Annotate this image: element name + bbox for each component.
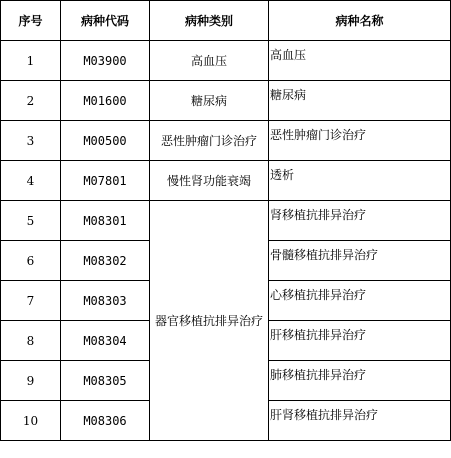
header-row xyxy=(1,1,451,41)
table-row xyxy=(1,201,451,241)
row-seq: 5 xyxy=(1,201,61,241)
row-name: 高血压 xyxy=(269,41,451,81)
row-name: 心移植抗排异治疗 xyxy=(269,281,451,321)
row-code: M07801 xyxy=(61,161,150,201)
row-seq: 7 xyxy=(1,281,61,321)
table-row xyxy=(1,121,451,161)
row-category: 高血压 xyxy=(150,41,269,81)
header-code: 病种代码 xyxy=(61,1,150,41)
row-seq: 1 xyxy=(1,41,61,81)
row-category: 恶性肿瘤门诊治疗 xyxy=(150,121,269,161)
header-category: 病种类别 xyxy=(150,1,269,41)
row-seq: 4 xyxy=(1,161,61,201)
row-seq: 9 xyxy=(1,361,61,401)
header-name: 病种名称 xyxy=(269,1,451,41)
row-seq: 8 xyxy=(1,321,61,361)
row-code: M08303 xyxy=(61,281,150,321)
row-code: M01600 xyxy=(61,81,150,121)
row-name: 肝移植抗排异治疗 xyxy=(269,321,451,361)
table-row xyxy=(1,41,451,81)
row-name: 糖尿病 xyxy=(269,81,451,121)
row-seq: 6 xyxy=(1,241,61,281)
row-name: 透析 xyxy=(269,161,451,201)
row-category-merged: 器官移植抗排异治疗 xyxy=(150,201,269,441)
header-seq: 序号 xyxy=(1,1,61,41)
row-code: M03900 xyxy=(61,41,150,81)
row-category: 糖尿病 xyxy=(150,81,269,121)
row-code: M08302 xyxy=(61,241,150,281)
row-name: 肾移植抗排异治疗 xyxy=(269,201,451,241)
row-seq: 3 xyxy=(1,121,61,161)
row-code: M08301 xyxy=(61,201,150,241)
row-name: 骨髓移植抗排异治疗 xyxy=(269,241,451,281)
row-code: M08304 xyxy=(61,321,150,361)
row-code: M08305 xyxy=(61,361,150,401)
row-name: 肝肾移植抗排异治疗 xyxy=(269,401,451,441)
table-row xyxy=(1,81,451,121)
row-category: 慢性肾功能衰竭 xyxy=(150,161,269,201)
row-name: 恶性肿瘤门诊治疗 xyxy=(269,121,451,161)
row-code: M08306 xyxy=(61,401,150,441)
row-seq: 10 xyxy=(1,401,61,441)
table-row xyxy=(1,161,451,201)
row-seq: 2 xyxy=(1,81,61,121)
row-name: 肺移植抗排异治疗 xyxy=(269,361,451,401)
row-code: M00500 xyxy=(61,121,150,161)
